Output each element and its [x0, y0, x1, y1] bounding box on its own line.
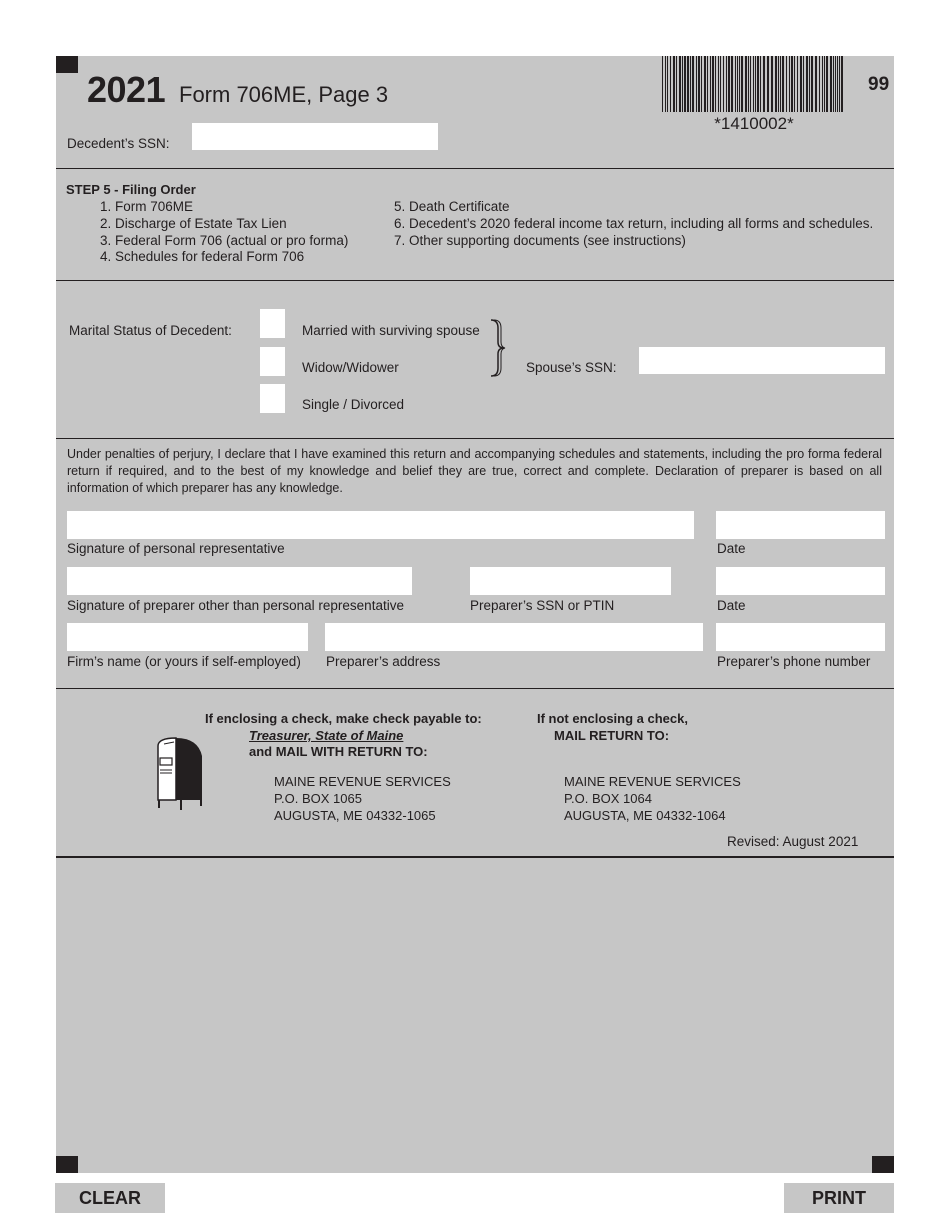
barcode-bar	[806, 56, 808, 112]
marital-status-label: Marital Status of Decedent:	[69, 323, 232, 338]
barcode-bar	[728, 56, 730, 112]
barcode-bar	[826, 56, 828, 112]
form-year: 2021	[87, 69, 166, 110]
brace-icon	[488, 318, 506, 378]
barcode	[662, 56, 846, 112]
preparer-date-label: Date	[717, 598, 746, 613]
form-page	[56, 56, 894, 1173]
barcode-bar	[712, 56, 714, 112]
registration-mark-top-left	[56, 56, 78, 73]
barcode-bar	[809, 56, 810, 112]
barcode-bar	[731, 56, 733, 112]
barcode-bar	[665, 56, 666, 112]
barcode-bar	[698, 56, 700, 112]
preparer-signature-input[interactable]	[67, 567, 412, 595]
barcode-number: *1410002*	[714, 114, 794, 133]
barcode-bar	[723, 56, 724, 112]
barcode-bar	[794, 56, 795, 112]
barcode-bar	[789, 56, 790, 112]
filing-order-heading: STEP 5 - Filing Order	[66, 182, 196, 197]
divider	[56, 168, 894, 169]
barcode-bar	[673, 56, 675, 112]
single-checkbox[interactable]	[260, 384, 285, 413]
no-check-address-line: P.O. BOX 1064	[564, 791, 652, 806]
preparer-phone-input[interactable]	[716, 623, 885, 651]
barcode-bar	[715, 56, 716, 112]
preparer-address-input[interactable]	[325, 623, 703, 651]
barcode-bar	[684, 56, 686, 112]
barcode-bar	[692, 56, 694, 112]
divider	[56, 856, 894, 858]
decedent-ssn-label: Decedent’s SSN:	[67, 136, 170, 151]
barcode-bar	[782, 56, 784, 112]
widow-checkbox[interactable]	[260, 347, 285, 376]
preparer-phone-label: Preparer’s phone number	[717, 654, 871, 669]
check-address-line: MAINE REVENUE SERVICES	[274, 774, 451, 789]
barcode-bar	[763, 56, 765, 112]
barcode-bar	[707, 56, 708, 112]
barcode-bar	[720, 56, 721, 112]
barcode-bar	[753, 56, 754, 112]
barcode-bar	[837, 56, 838, 112]
check-address-line: AUGUSTA, ME 04332-1065	[274, 808, 436, 823]
firm-name-label: Firm’s name (or yours if self-employed)	[67, 654, 301, 669]
barcode-bar	[760, 56, 761, 112]
no-check-heading: If not enclosing a check,	[537, 711, 688, 726]
filing-order-item: 6. Decedent’s 2020 federal income tax return, including all forms and schedules.	[394, 216, 874, 231]
barcode-bar	[791, 56, 793, 112]
registration-mark-bottom-left	[56, 1156, 78, 1173]
barcode-bar	[741, 56, 743, 112]
filing-order-item: 5. Death Certificate	[394, 199, 510, 214]
barcode-bar	[824, 56, 825, 112]
barcode-bar	[786, 56, 787, 112]
revised-date: Revised: August 2021	[727, 834, 859, 849]
barcode-bar	[662, 56, 663, 112]
barcode-bar	[778, 56, 779, 112]
preparer-address-label: Preparer’s address	[326, 654, 441, 669]
barcode-bar	[800, 56, 802, 112]
barcode-bar	[819, 56, 820, 112]
barcode-bar	[710, 56, 711, 112]
barcode-bar	[726, 56, 727, 112]
barcode-bar	[750, 56, 751, 112]
barcode-bar	[718, 56, 719, 112]
barcode-bar	[839, 56, 840, 112]
barcode-bar	[739, 56, 740, 112]
barcode-bar	[811, 56, 813, 112]
check-heading: If enclosing a check, make check payable to:	[205, 711, 482, 726]
barcode-bar	[841, 56, 843, 112]
barcode-bar	[670, 56, 671, 112]
barcode-bar	[822, 56, 823, 112]
barcode-bar	[775, 56, 777, 112]
no-check-address-line: AUGUSTA, ME 04332-1064	[564, 808, 726, 823]
rep-signature-input[interactable]	[67, 511, 694, 539]
check-payee: Treasurer, State of Maine	[249, 728, 404, 743]
spouse-ssn-input[interactable]	[639, 347, 885, 374]
check-address-line: P.O. BOX 1065	[274, 791, 362, 806]
perjury-declaration: Under penalties of perjury, I declare that I have examined this return and accompanying schedules and statements, including the pro forma federal return if required, and to the best of my knowledge and belief they are true, correct and complete. Declaration of preparer is based on all information of which preparer has any knowledge.	[67, 447, 882, 495]
preparer-signature-label: Signature of preparer other than personal representative	[67, 598, 404, 613]
no-check-mail-to: MAIL RETURN TO:	[554, 728, 670, 743]
filing-order-item: 1. Form 706ME	[100, 199, 194, 214]
rep-date-input[interactable]	[716, 511, 885, 539]
barcode-bar	[767, 56, 769, 112]
preparer-ssn-label: Preparer’s SSN or PTIN	[470, 598, 615, 613]
page-code: 99	[868, 74, 890, 95]
barcode-bar	[687, 56, 689, 112]
married-checkbox[interactable]	[260, 309, 285, 338]
firm-name-input[interactable]	[67, 623, 308, 651]
married-option-label: Married with surviving spouse	[302, 323, 480, 338]
filing-order-item: 7. Other supporting documents (see instructions)	[394, 233, 686, 248]
barcode-bar	[748, 56, 749, 112]
barcode-bar	[704, 56, 706, 112]
barcode-bar	[797, 56, 798, 112]
barcode-bar	[679, 56, 681, 112]
filing-order-item: 4. Schedules for federal Form 706	[100, 249, 305, 264]
barcode-bar	[735, 56, 736, 112]
print-button[interactable]: PRINT	[784, 1183, 894, 1213]
barcode-bar	[835, 56, 836, 112]
decedent-ssn-input[interactable]	[192, 123, 438, 150]
registration-mark-bottom-right	[872, 1156, 894, 1173]
barcode-bar	[830, 56, 832, 112]
widow-option-label: Widow/Widower	[302, 360, 399, 375]
preparer-date-input[interactable]	[716, 567, 885, 595]
rep-date-label: Date	[717, 541, 746, 556]
barcode-bar	[682, 56, 683, 112]
barcode-bar	[815, 56, 817, 112]
barcode-bar	[745, 56, 747, 112]
single-option-label: Single / Divorced	[302, 397, 405, 412]
divider	[56, 438, 894, 439]
barcode-bar	[701, 56, 702, 112]
check-mail-with: and MAIL WITH RETURN TO:	[249, 744, 428, 759]
divider	[56, 688, 894, 689]
filing-order-item: 3. Federal Form 706 (actual or pro forma)	[100, 233, 349, 248]
barcode-bar	[755, 56, 756, 112]
form-title: Form 706ME, Page 3	[179, 82, 389, 107]
spouse-ssn-label: Spouse’s SSN:	[526, 360, 617, 375]
clear-button[interactable]: CLEAR	[55, 1183, 165, 1213]
barcode-bar	[737, 56, 738, 112]
barcode-bar	[780, 56, 781, 112]
barcode-bar	[833, 56, 834, 112]
rep-signature-label: Signature of personal representative	[67, 541, 285, 556]
barcode-bar	[676, 56, 677, 112]
barcode-bar	[696, 56, 697, 112]
barcode-bar	[690, 56, 691, 112]
barcode-bar	[757, 56, 759, 112]
barcode-bar	[803, 56, 804, 112]
mailbox-icon	[154, 736, 206, 812]
barcode-bar	[667, 56, 668, 112]
divider	[56, 280, 894, 281]
barcode-bar	[771, 56, 773, 112]
filing-order-item: 2. Discharge of Estate Tax Lien	[100, 216, 287, 231]
preparer-ssn-input[interactable]	[470, 567, 671, 595]
no-check-address-line: MAINE REVENUE SERVICES	[564, 774, 741, 789]
